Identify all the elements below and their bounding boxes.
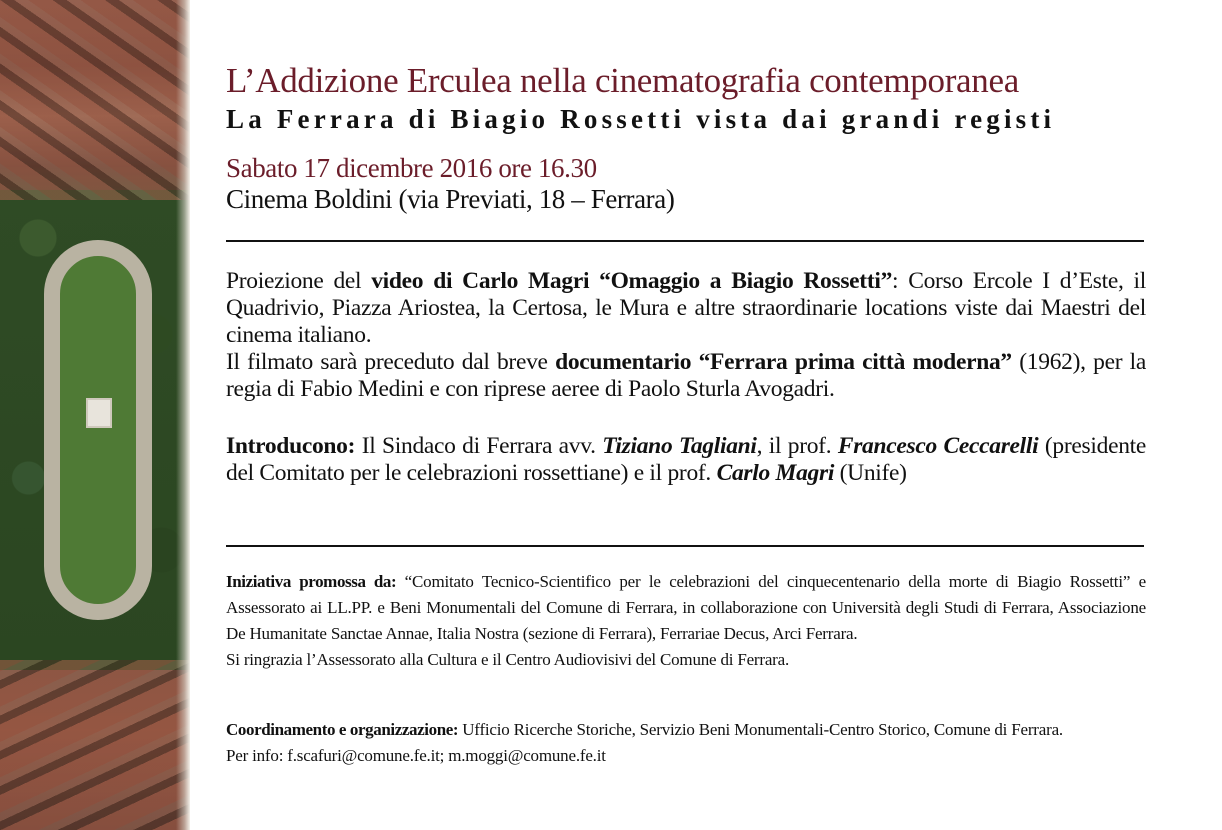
intro-label: Introducono:: [226, 433, 356, 459]
thanks-text: Si ringrazia l’Assessorato alla Cultura e il Centro Audiovisivi del Comune di Ferrara.: [226, 650, 790, 669]
divider-bottom: [226, 545, 1144, 547]
coordination-label: Coordinamento e organizzazione:: [226, 720, 459, 739]
photo-edge: [176, 0, 190, 830]
event-date: Sabato 17 dicembre 2016 ore 16.30: [226, 153, 597, 183]
page-subtitle: La Ferrara di Biagio Rossetti vista dai grandi registi: [226, 104, 1056, 134]
intro-name-3: Carlo Magri: [716, 460, 835, 486]
promotion-block: [226, 569, 1146, 673]
projection-text-2: : Corso Ercole I d’Este, il Quadrivio, Piazza Ariostea, la Certosa, le Mura e altre straordinarie locations viste dai Maestri del cinema italiano.: [226, 268, 1146, 348]
intro-paragraph: [226, 433, 1146, 487]
divider-top: [226, 240, 1144, 242]
photo-piazza-ariostea: [44, 240, 152, 620]
promotion-text: “Comitato Tecnico-Scientifico per le celebrazioni del cinquecentenario della morte di Biagio Rossetti” e Assessorato ai LL.PP. e Beni Monumentali del Comune di Ferrara, in collaborazione con Università degli Studi di Ferrara, Associazione De Humanitate Sanctae Annae, Italia Nostra (sezione di Ferrara), Ferrariae Decus, Arci Ferrara.: [226, 572, 1146, 643]
projection-text-3: Il filmato sarà preceduto dal breve: [226, 349, 556, 375]
intro-name-1: Tiziano Tagliani: [602, 433, 757, 459]
contact-info: Per info: f.scafuri@comune.fe.it; m.moggi@comune.fe.it: [226, 746, 606, 765]
projection-video-title: video di Carlo Magri “Omaggio a Biagio Rossetti”: [371, 268, 893, 294]
promotion-label: Iniziativa promossa da:: [226, 572, 397, 591]
aerial-photo: [0, 0, 190, 830]
projection-text-1: Proiezione del: [226, 268, 372, 294]
projection-paragraph: [226, 268, 1146, 403]
coordination-text: Ufficio Ricerche Storiche, Servizio Beni Monumentali-Centro Storico, Comune di Ferrara.: [458, 720, 1063, 739]
photo-monument: [88, 400, 110, 426]
page-title: L’Addizione Erculea nella cinematografia contemporanea: [226, 61, 1019, 100]
intro-text-3: (presidente del Comitato per le celebrazioni rossettiane) e il prof.: [226, 433, 1147, 486]
event-venue: Cinema Boldini (via Previati, 18 – Ferrara): [226, 184, 675, 214]
intro-text-2: , il prof.: [756, 433, 838, 459]
projection-documentary-title: documentario “Ferrara prima città moderna”: [555, 349, 1012, 375]
photo-rooftops-bottom: [0, 660, 190, 830]
coordination-block: [226, 717, 1146, 769]
photo-rooftops-top: [0, 0, 190, 200]
intro-text-1: Il Sindaco di Ferrara avv.: [355, 433, 603, 459]
intro-text-4: (Unife): [834, 460, 907, 486]
intro-name-2: Francesco Ceccarelli: [837, 433, 1039, 459]
projection-text-4: (1962), per la regia di Fabio Medini e con riprese aeree di Paolo Sturla Avogadri.: [226, 349, 1146, 402]
